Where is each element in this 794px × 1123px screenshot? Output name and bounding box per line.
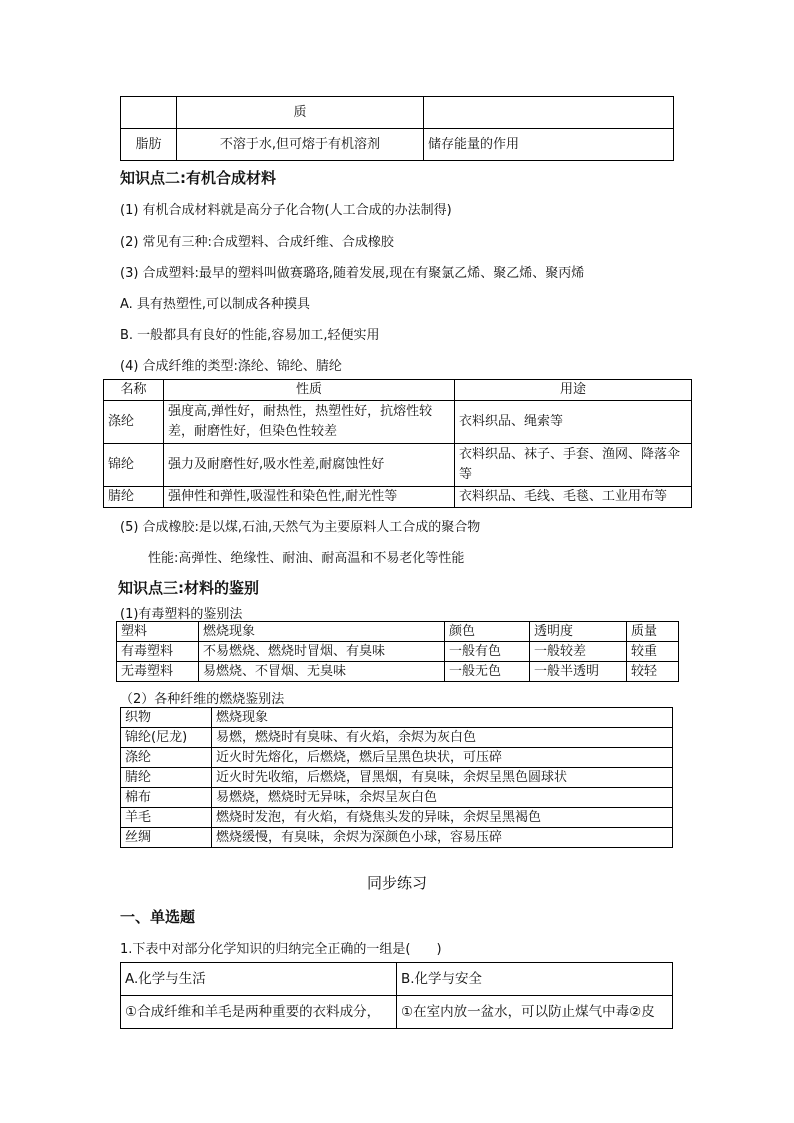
table-cell: 腈纶 — [121, 768, 212, 788]
subheading: (1)有毒塑料的鉴别法 — [120, 607, 243, 622]
table-cell: 衣料织品、绳索等 — [455, 401, 692, 444]
table-row — [121, 996, 673, 1029]
table-row — [121, 808, 673, 828]
question-text: 1.下表中对部分化学知识的归纳完全正确的一组是( ) — [120, 942, 442, 957]
table-cell: 羊毛 — [121, 808, 212, 828]
table-cell: 衣料织品、袜子、手套、渔网、降落伞等 — [455, 444, 692, 487]
table-row — [121, 97, 674, 129]
table-header-row — [117, 622, 679, 642]
paragraph: (4) 合成纤维的类型:涤纶、锦纶、腈纶 — [120, 359, 342, 374]
column-header: 颜色 — [445, 622, 530, 642]
table-row — [121, 728, 673, 748]
table-row — [104, 401, 692, 444]
table-header-row — [121, 708, 673, 728]
column-header: 性质 — [164, 380, 455, 401]
table-cell: 一般半透明 — [530, 662, 627, 682]
table-row — [104, 487, 692, 508]
column-header: 织物 — [121, 708, 212, 728]
table-cell: 易燃烧，燃烧时无异味，余烬呈灰白色 — [212, 788, 673, 808]
table-cell: 易燃烧、不冒烟、无臭味 — [199, 662, 445, 682]
table-cell: 脂肪 — [121, 129, 177, 161]
table-cell: 不易燃烧、燃烧时冒烟、有臭味 — [199, 642, 445, 662]
column-header: 名称 — [104, 380, 164, 401]
table-row — [121, 963, 673, 996]
table-cell: 腈纶 — [104, 487, 164, 508]
paragraph: (3) 合成塑料:最早的塑料叫做赛璐珞,随着发展,现在有聚氯乙烯、聚乙烯、聚丙烯 — [120, 266, 585, 281]
table-cell: 较重 — [627, 642, 679, 662]
table-cell: 易燃，燃烧时有臭味、有火焰，余烬为灰白色 — [212, 728, 673, 748]
table-cell: 丝绸 — [121, 828, 212, 848]
table-cell: 棉布 — [121, 788, 212, 808]
plastic-table — [116, 621, 679, 682]
table-cell: 锦纶(尼龙) — [121, 728, 212, 748]
table-cell: 质 — [177, 97, 424, 129]
column-header: 燃烧现象 — [199, 622, 445, 642]
column-header: 塑料 — [117, 622, 199, 642]
paragraph: (5) 合成橡胶:是以煤,石油,天然气为主要原料人工合成的聚合物 — [120, 520, 481, 535]
section-heading: 知识点二:有机合成材料 — [120, 169, 276, 187]
nutrient-table — [120, 96, 674, 161]
table-row — [117, 642, 679, 662]
table-cell: 涤纶 — [104, 401, 164, 444]
paragraph: (2) 常见有三种:合成塑料、合成纤维、合成橡胶 — [120, 235, 394, 250]
table-cell: 储存能量的作用 — [424, 129, 674, 161]
table-cell: 锦纶 — [104, 444, 164, 487]
paragraph: B. 一般都具有良好的性能,容易加工,轻便实用 — [120, 328, 380, 343]
table-row — [104, 444, 692, 487]
table-cell: 无毒塑料 — [117, 662, 199, 682]
paragraph: (1) 有机合成材料就是高分子化合物(人工合成的办法制得) — [120, 203, 452, 218]
table-cell: A.化学与生活 — [121, 963, 397, 996]
section-heading: 知识点三:材料的鉴别 — [118, 579, 259, 597]
paragraph: A. 具有热塑性,可以制成各种摸具 — [120, 297, 311, 312]
table-cell — [424, 97, 674, 129]
table-row — [121, 828, 673, 848]
table-cell: 强力及耐磨性好,吸水性差,耐腐蚀性好 — [164, 444, 455, 487]
section-heading: 一、单选题 — [120, 908, 196, 926]
table-cell — [121, 97, 177, 129]
table-cell: ①在室内放一盆水，可以防止煤气中毒②皮 — [397, 996, 673, 1029]
table-cell: ①合成纤维和羊毛是两种重要的衣料成分， — [121, 996, 397, 1029]
table-cell: 近火时先收缩，后燃烧，冒黑烟，有臭味，余烬呈黑色圆球状 — [212, 768, 673, 788]
fabric-table — [120, 707, 673, 848]
table-cell: 较轻 — [627, 662, 679, 682]
fiber-table — [103, 379, 692, 508]
table-row — [121, 768, 673, 788]
question-table — [120, 962, 673, 1029]
subheading: （2）各种纤维的燃烧鉴别法 — [120, 692, 285, 707]
table-cell: 一般较差 — [530, 642, 627, 662]
column-header: 质量 — [627, 622, 679, 642]
table-cell: 有毒塑料 — [117, 642, 199, 662]
table-row — [121, 788, 673, 808]
table-row — [121, 748, 673, 768]
table-header-row — [104, 380, 692, 401]
paragraph: 性能:高弹性、绝缘性、耐油、耐高温和不易老化等性能 — [148, 551, 465, 566]
table-cell: B.化学与安全 — [397, 963, 673, 996]
table-row — [121, 129, 674, 161]
table-cell: 涤纶 — [121, 748, 212, 768]
table-cell: 一般无色 — [445, 662, 530, 682]
table-cell: 燃烧时发泡，有火焰，有烧焦头发的异味，余烬呈黑褐色 — [212, 808, 673, 828]
table-cell: 强伸性和弹性,吸湿性和染色性,耐光性等 — [164, 487, 455, 508]
table-cell: 一般有色 — [445, 642, 530, 662]
column-header: 燃烧现象 — [212, 708, 673, 728]
table-cell: 衣料织品、毛线、毛毯、工业用布等 — [455, 487, 692, 508]
table-row — [117, 662, 679, 682]
table-cell: 近火时先熔化，后燃烧，燃后呈黑色块状，可压碎 — [212, 748, 673, 768]
practice-title: 同步练习 — [366, 874, 427, 892]
column-header: 透明度 — [530, 622, 627, 642]
column-header: 用途 — [455, 380, 692, 401]
table-cell: 强度高,弹性好，耐热性，热塑性好，抗熔性较差，耐磨性好，但染色性较差 — [164, 401, 455, 444]
table-cell: 不溶于水,但可熔于有机溶剂 — [177, 129, 424, 161]
table-cell: 燃烧缓慢，有臭味，余烬为深颜色小球，容易压碎 — [212, 828, 673, 848]
